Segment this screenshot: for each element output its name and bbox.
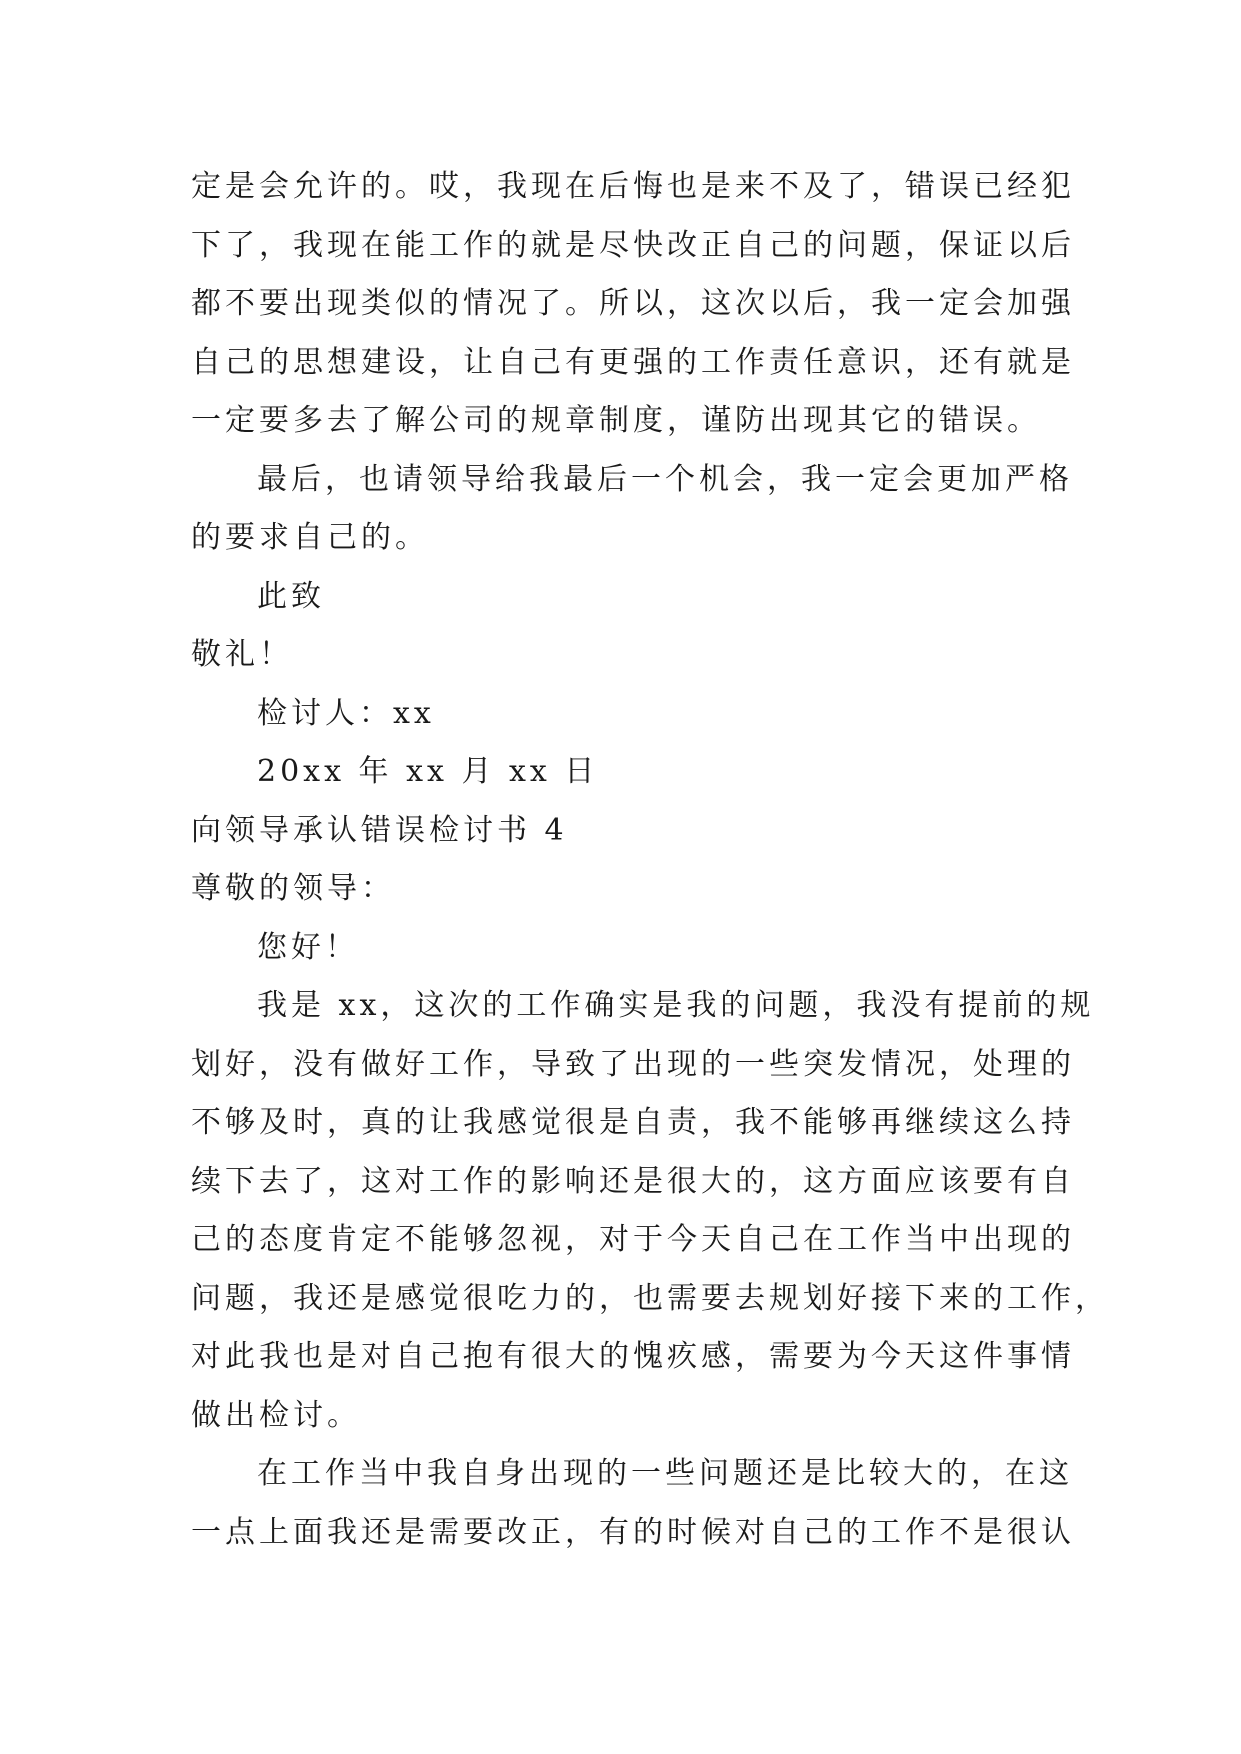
text-line: 定是会允许的。哎，我现在后悔也是来不及了，错误已经犯 (191, 169, 1075, 204)
text-line: 您好！ (257, 929, 359, 965)
text-line: 敬礼！ (191, 637, 293, 672)
text-line: 在工作当中我自身出现的一些问题还是比较大的，在这 (257, 1456, 1073, 1491)
text-line: 不够及时，真的让我感觉很是自责，我不能够再继续这么持 (191, 1105, 1075, 1140)
text-line: 对此我也是对自己抱有很大的愧疚感，需要为今天这件事情 (191, 1339, 1075, 1374)
text-line: 都不要出现类似的情况了。所以，这次以后，我一定会加强 (191, 286, 1075, 321)
text-line: 尊敬的领导： (191, 871, 395, 906)
text-line: 己的态度肯定不能够忽视，对于今天自己在工作当中出现的 (191, 1222, 1075, 1257)
text-line: 此致 (257, 578, 325, 614)
text-line: 向领导承认错误检讨书 4 (191, 812, 568, 848)
document-body (191, 158, 1109, 1562)
text-line: 下了，我现在能工作的就是尽快改正自己的问题，保证以后 (191, 227, 1075, 263)
text-line: 最后，也请领导给我最后一个机会，我一定会更加严格 (257, 461, 1073, 497)
text-line: 的要求自己的。 (191, 520, 429, 555)
text-line: 问题，我还是感觉很吃力的，也需要去规划好接下来的工作， (191, 1280, 1109, 1316)
text-line: 自己的思想建设，让自己有更强的工作责任意识，还有就是 (191, 344, 1075, 380)
text-line: 续下去了，这对工作的影响还是很大的，这方面应该要有自 (191, 1163, 1075, 1199)
text-line: 做出检讨。 (191, 1397, 361, 1433)
text-line: 我是 xx，这次的工作确实是我的问题，我没有提前的规 (257, 988, 1095, 1023)
text-line: 划好，没有做好工作，导致了出现的一些突发情况，处理的 (191, 1046, 1075, 1082)
text-line: 20xx 年 xx 月 xx 日 (257, 754, 599, 789)
text-line: 一点上面我还是需要改正，有的时候对自己的工作不是很认 (191, 1514, 1075, 1550)
text-line: 一定要多去了解公司的规章制度，谨防出现其它的错误。 (191, 403, 1041, 438)
text-line: 检讨人：xx (257, 695, 435, 731)
